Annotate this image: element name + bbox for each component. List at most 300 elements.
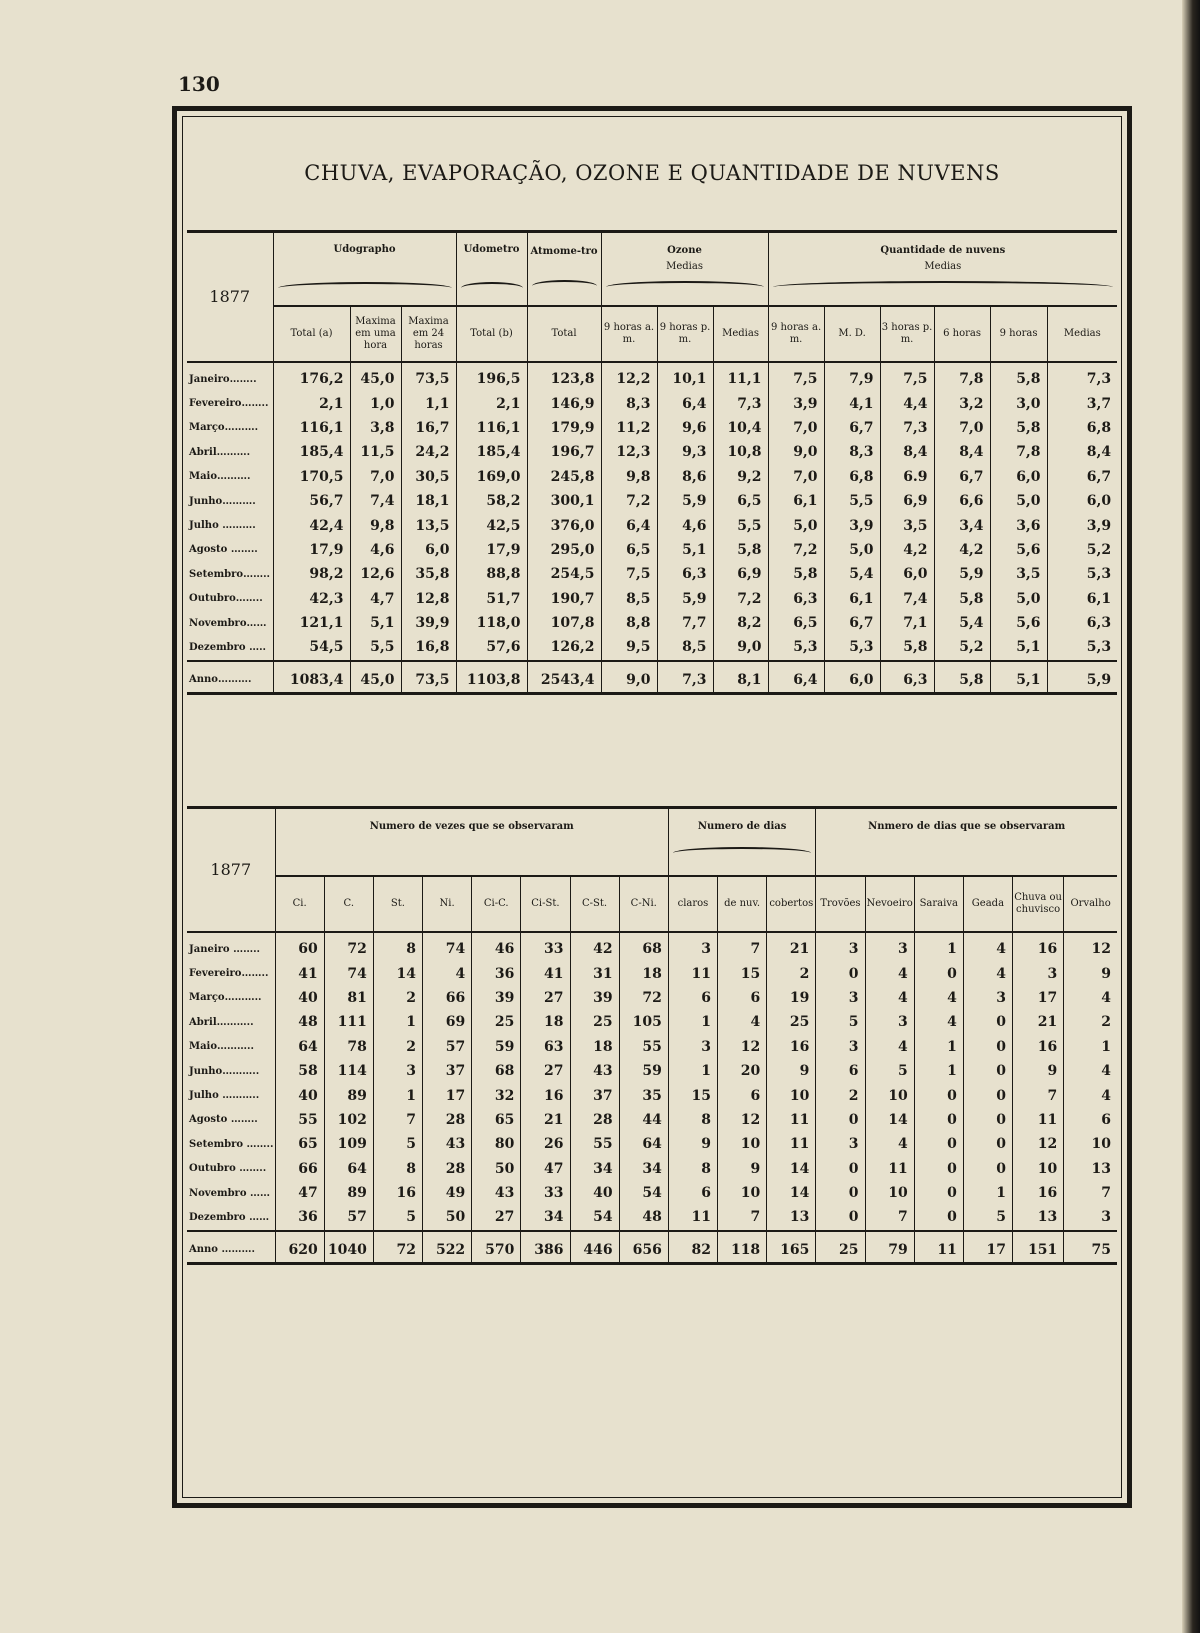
table-cell: 3,9: [824, 513, 880, 537]
table-cell: 79: [865, 1231, 914, 1264]
page-frame: [172, 106, 1132, 1508]
vezes-label: Numero de vezes que se observaram: [369, 821, 574, 832]
table-row: [187, 587, 1117, 611]
table-cell: 6,3: [768, 587, 824, 611]
table1-column-header: Medias: [713, 306, 768, 362]
table-cell: 0: [963, 1108, 1012, 1132]
table-cell: 7: [373, 1108, 422, 1132]
table-cell: 9,0: [601, 661, 657, 694]
table-cell: 6: [668, 1181, 717, 1205]
table-cell: 1,1: [401, 391, 456, 415]
table-cell: 3: [668, 1035, 717, 1059]
table-cell: 7,4: [350, 489, 401, 513]
table-cell: 6,7: [1047, 465, 1117, 489]
table-cell: 14: [865, 1108, 914, 1132]
table-cell: 118,0: [456, 611, 527, 635]
table1-column-header: Total (b): [456, 306, 527, 362]
table-cell: 8,4: [1047, 440, 1117, 464]
table-cell: 14: [767, 1157, 816, 1181]
table-cell: 37: [570, 1083, 619, 1107]
month-label: Janeiro……..: [187, 362, 273, 391]
table-cell: 1,0: [350, 391, 401, 415]
month-label: Outubro ……..: [189, 1163, 267, 1175]
table-cell: 0: [963, 1035, 1012, 1059]
month-label: Julho ………..: [189, 1090, 260, 1102]
table-cell: 6,5: [768, 611, 824, 635]
table-cell: 5,9: [657, 587, 713, 611]
table-row: [187, 1132, 1117, 1156]
table-cell: 36: [275, 1205, 324, 1230]
table-cell: 2,1: [456, 391, 527, 415]
table-cell: 6.9: [880, 465, 934, 489]
table1-column-header: 9 horas a. m.: [768, 306, 824, 362]
table-cell: 146,9: [527, 391, 601, 415]
table-row: [187, 961, 1117, 985]
table-row: [187, 489, 1117, 513]
table-cell: 6,4: [657, 391, 713, 415]
table-cell: 5: [865, 1059, 914, 1083]
table-cell: 7,3: [657, 661, 713, 694]
table-cell: 6,4: [601, 513, 657, 537]
table-cell: 65: [275, 1132, 324, 1156]
table-cell: 48: [275, 1010, 324, 1034]
table-cell: 14: [767, 1181, 816, 1205]
table-cell: 42: [570, 932, 619, 961]
table-row: [187, 635, 1117, 660]
table-cell: 4,2: [880, 538, 934, 562]
table-cell: 5,2: [934, 635, 990, 660]
table-cell: 55: [619, 1035, 668, 1059]
table-cell: 5: [816, 1010, 865, 1034]
table-cell: 7: [1064, 1181, 1117, 1205]
table2-column-header: Saraiva: [914, 876, 963, 932]
table-cell: 3,9: [1047, 513, 1117, 537]
table-cell: 56,7: [273, 489, 350, 513]
table-cell: 64: [275, 1035, 324, 1059]
table-cell: 4: [865, 986, 914, 1010]
atmometro-group-header: [527, 232, 601, 307]
table2-column-header-row: [187, 876, 1117, 932]
table1-column-header: 3 horas p. m.: [880, 306, 934, 362]
table1-column-header: M. D.: [824, 306, 880, 362]
table-cell: 10: [865, 1181, 914, 1205]
table1-column-header: 6 horas: [934, 306, 990, 362]
table-cell: 5,3: [1047, 562, 1117, 586]
table-cell: 26: [521, 1132, 570, 1156]
table-cell: 2: [1064, 1010, 1117, 1034]
table-cell: 34: [521, 1205, 570, 1230]
table-cell: 7: [865, 1205, 914, 1230]
table-cell: 43: [423, 1132, 472, 1156]
rain-ozone-clouds-table: [187, 230, 1117, 695]
table-row: [187, 416, 1117, 440]
table-cell: 7,5: [880, 362, 934, 391]
table1-column-header: Total: [527, 306, 601, 362]
table-cell: 14: [373, 961, 422, 985]
table-cell: 5,3: [1047, 635, 1117, 660]
table-cell: 19: [767, 986, 816, 1010]
table-cell: 12,3: [601, 440, 657, 464]
table-cell: 300,1: [527, 489, 601, 513]
month-label: Março………..: [189, 992, 262, 1004]
table-cell: 570: [472, 1231, 521, 1264]
table-cell: 6,9: [880, 489, 934, 513]
table-cell: 10: [865, 1083, 914, 1107]
table-cell: 109: [324, 1132, 373, 1156]
table-cell: 98,2: [273, 562, 350, 586]
table-cell: 1: [1064, 1035, 1117, 1059]
table-cell: 102: [324, 1108, 373, 1132]
table-cell: 11: [668, 961, 717, 985]
table-cell: 45,0: [350, 661, 401, 694]
dias-brace: [673, 847, 812, 859]
table-cell: 0: [963, 1132, 1012, 1156]
table-cell: 21: [521, 1108, 570, 1132]
table-cell: 111: [324, 1010, 373, 1034]
table-cell: 5: [373, 1132, 422, 1156]
table-cell: 66: [423, 986, 472, 1010]
table-cell: 9: [668, 1132, 717, 1156]
udographo-group-header: [273, 232, 456, 307]
table-cell: 4: [914, 1010, 963, 1034]
table-cell: 57: [423, 1035, 472, 1059]
table-cell: 65: [472, 1108, 521, 1132]
table-cell: 17: [423, 1083, 472, 1107]
table-cell: 12: [718, 1035, 767, 1059]
table-cell: 8,3: [824, 440, 880, 464]
table-cell: 5,9: [1047, 661, 1117, 694]
table-cell: 4: [865, 1132, 914, 1156]
table-cell: 179,9: [527, 416, 601, 440]
table-cell: 5,8: [768, 562, 824, 586]
table-row: [187, 1010, 1117, 1034]
table-cell: 9,0: [768, 440, 824, 464]
table-row: [187, 391, 1117, 415]
table-cell: 5,2: [1047, 538, 1117, 562]
table-cell: 5,8: [934, 661, 990, 694]
table-cell: 295,0: [527, 538, 601, 562]
table-cell: 5,0: [824, 538, 880, 562]
table-cell: 10,1: [657, 362, 713, 391]
table-row: [187, 611, 1117, 635]
table-cell: 6,8: [824, 465, 880, 489]
month-label: Dezembro ……: [189, 1211, 270, 1223]
table1-column-header: 9 horas p. m.: [657, 306, 713, 362]
table-cell: 16: [1013, 1035, 1064, 1059]
table-cell: 39,9: [401, 611, 456, 635]
table-cell: 8,5: [601, 587, 657, 611]
table-cell: 3: [865, 1010, 914, 1034]
table-cell: 2: [373, 986, 422, 1010]
table-cell: 8,4: [880, 440, 934, 464]
table-cell: 6,4: [768, 661, 824, 694]
dias-obs-group-header: [816, 808, 1117, 877]
table-cell: 73,5: [401, 362, 456, 391]
table-cell: 4,4: [880, 391, 934, 415]
table-cell: 1: [373, 1083, 422, 1107]
table-cell: 9,0: [713, 635, 768, 660]
table-cell: 446: [570, 1231, 619, 1264]
table-cell: 6,0: [824, 661, 880, 694]
table-cell: 9,2: [713, 465, 768, 489]
table-cell: 5: [963, 1205, 1012, 1230]
table-cell: 3: [865, 932, 914, 961]
table-cell: 5,4: [934, 611, 990, 635]
table-cell: 9: [767, 1059, 816, 1083]
table-cell: 68: [619, 932, 668, 961]
month-label: Fevereiro……..: [189, 398, 269, 410]
table-cell: 3,5: [990, 562, 1047, 586]
table-cell: 7,8: [990, 440, 1047, 464]
table-cell: 5: [373, 1205, 422, 1230]
table2-column-header: Ci-St.: [521, 876, 570, 932]
table2-column-header: St.: [373, 876, 422, 932]
table-cell: 196,7: [527, 440, 601, 464]
month-label: Março……….: [189, 422, 259, 434]
table-cell: 17,9: [273, 538, 350, 562]
month-label: Abril……….: [189, 446, 251, 458]
table-cell: 6: [668, 986, 717, 1010]
table-cell: 40: [570, 1181, 619, 1205]
table-cell: 6,6: [934, 489, 990, 513]
table-cell: 118: [718, 1231, 767, 1264]
table-cell: 8: [668, 1157, 717, 1181]
table-cell: 11: [668, 1205, 717, 1230]
month-label: Maio……….: [189, 471, 251, 483]
table-row: [187, 562, 1117, 586]
table-cell: 5,3: [824, 635, 880, 660]
month-label: Janeiro ……..: [187, 932, 275, 961]
anno-total-row: [187, 932, 1117, 961]
table-cell: 3: [668, 932, 717, 961]
table-cell: 0: [816, 1205, 865, 1230]
table1-column-header: Medias: [1047, 306, 1117, 362]
table-cell: 72: [373, 1231, 422, 1264]
table-cell: 28: [570, 1108, 619, 1132]
table-cell: 7: [718, 932, 767, 961]
nuvens-group-header: [768, 232, 1117, 307]
table-cell: 18,1: [401, 489, 456, 513]
table2-year-header: 1877: [210, 860, 252, 879]
table-cell: 10: [767, 1083, 816, 1107]
table-cell: 1: [668, 1059, 717, 1083]
table-cell: 5,8: [990, 416, 1047, 440]
table-cell: 3: [963, 986, 1012, 1010]
dias-obs-label: Nnmero de dias que se observaram: [868, 821, 1066, 832]
anno-total-row: [187, 362, 1117, 391]
table-row: [187, 1181, 1117, 1205]
table-cell: 5,5: [824, 489, 880, 513]
table-cell: 12,8: [401, 587, 456, 611]
table-cell: 68: [472, 1059, 521, 1083]
table-cell: 7,1: [880, 611, 934, 635]
table-cell: 80: [472, 1132, 521, 1156]
table2-column-header: de nuv.: [718, 876, 767, 932]
table-cell: 123,8: [527, 362, 601, 391]
month-label: Agosto ……..: [189, 1114, 258, 1126]
table-cell: 0: [963, 1059, 1012, 1083]
table-cell: 11,1: [713, 362, 768, 391]
table-cell: 43: [570, 1059, 619, 1083]
table-cell: 16,8: [401, 635, 456, 660]
table-row: [187, 1108, 1117, 1132]
table-cell: 88,8: [456, 562, 527, 586]
table-cell: 0: [963, 1157, 1012, 1181]
table-cell: 17: [1013, 986, 1064, 1010]
table-cell: 0: [963, 1010, 1012, 1034]
table-cell: 6,7: [934, 465, 990, 489]
table-cell: 3,5: [880, 513, 934, 537]
table-cell: 116,1: [273, 416, 350, 440]
table-cell: 9,8: [350, 513, 401, 537]
table-cell: 11,2: [601, 416, 657, 440]
table-cell: 2: [373, 1035, 422, 1059]
table-cell: 17,9: [456, 538, 527, 562]
table-cell: 7,3: [1047, 362, 1117, 391]
table-cell: 8,1: [713, 661, 768, 694]
table-cell: 185,4: [273, 440, 350, 464]
table-cell: 13: [1013, 1205, 1064, 1230]
table-cell: 11,5: [350, 440, 401, 464]
table-cell: 6,5: [713, 489, 768, 513]
table-cell: 6,3: [1047, 611, 1117, 635]
table-cell: 4,2: [934, 538, 990, 562]
table-cell: 7: [718, 1205, 767, 1230]
month-label: Anno ……….: [187, 1231, 275, 1264]
table-cell: 185,4: [456, 440, 527, 464]
page-number: 130: [178, 72, 220, 96]
table-cell: 50: [423, 1205, 472, 1230]
udometro-group-header: [456, 232, 527, 307]
table2-column-header: C-St.: [570, 876, 619, 932]
month-label: Anno……….: [187, 661, 273, 694]
table-cell: 1: [914, 1059, 963, 1083]
table-cell: 10: [1013, 1157, 1064, 1181]
table-cell: 114: [324, 1059, 373, 1083]
table-cell: 58,2: [456, 489, 527, 513]
table-cell: 8: [373, 1157, 422, 1181]
table2-column-header: Chuva ou chuvisco: [1013, 876, 1064, 932]
table-row: [187, 1157, 1117, 1181]
table-cell: 5,5: [350, 635, 401, 660]
table-row: [187, 513, 1117, 537]
table-cell: 30,5: [401, 465, 456, 489]
table-cell: 18: [570, 1035, 619, 1059]
table-cell: 2543,4: [527, 661, 601, 694]
table-cell: 6,0: [880, 562, 934, 586]
table-cell: 9,3: [657, 440, 713, 464]
table-cell: 0: [914, 1157, 963, 1181]
ozone-label: Ozone: [667, 245, 702, 256]
table-row: [187, 1035, 1117, 1059]
table1-column-header-row: [187, 306, 1117, 362]
table-cell: 7,2: [601, 489, 657, 513]
table-cell: 5,9: [657, 489, 713, 513]
table-cell: 81: [324, 986, 373, 1010]
table-cell: 6,1: [824, 587, 880, 611]
table-cell: 7,0: [350, 465, 401, 489]
table-cell: 3,6: [990, 513, 1047, 537]
table-cell: 1: [668, 1010, 717, 1034]
table-cell: 42,4: [273, 513, 350, 537]
table-cell: 6,7: [824, 416, 880, 440]
table-cell: 8: [373, 932, 422, 961]
table-cell: 121,1: [273, 611, 350, 635]
ozone-brace: [606, 281, 764, 293]
table-cell: 5,0: [990, 587, 1047, 611]
table-cell: 11: [914, 1231, 963, 1264]
vezes-group-header: [275, 808, 668, 877]
table-cell: 8,8: [601, 611, 657, 635]
table-cell: 4: [1064, 1059, 1117, 1083]
table-cell: 5,1: [990, 661, 1047, 694]
table-cell: 41: [521, 961, 570, 985]
table-cell: 176,2: [273, 362, 350, 391]
table-cell: 6,9: [713, 562, 768, 586]
table-cell: 3: [816, 1035, 865, 1059]
table-cell: 20: [718, 1059, 767, 1083]
table-cell: 10: [718, 1181, 767, 1205]
table2-column-header: Geada: [963, 876, 1012, 932]
table-cell: 72: [619, 986, 668, 1010]
table-cell: 5,4: [824, 562, 880, 586]
table-cell: 2: [767, 961, 816, 985]
table-cell: 7,8: [934, 362, 990, 391]
table-cell: 33: [521, 1181, 570, 1205]
table-row: [187, 1059, 1117, 1083]
table-cell: 0: [816, 961, 865, 985]
table-cell: 0: [914, 1083, 963, 1107]
atmometro-label: Atmome-tro: [530, 246, 598, 257]
table-cell: 63: [521, 1035, 570, 1059]
table-cell: 39: [472, 986, 521, 1010]
table-cell: 6,5: [601, 538, 657, 562]
table-cell: 169,0: [456, 465, 527, 489]
table-cell: 4: [423, 961, 472, 985]
table-cell: 3,0: [990, 391, 1047, 415]
table-cell: 66: [275, 1157, 324, 1181]
table2-column-header: Orvalho: [1064, 876, 1117, 932]
table1-column-header: Maxima em 24 horas: [401, 306, 456, 362]
table-cell: 55: [275, 1108, 324, 1132]
table-cell: 5,3: [768, 635, 824, 660]
table-cell: 89: [324, 1181, 373, 1205]
table-cell: 151: [1013, 1231, 1064, 1264]
table-cell: 60: [275, 932, 324, 961]
table-cell: 8,3: [601, 391, 657, 415]
table-cell: 245,8: [527, 465, 601, 489]
nuvens-medias-label: Medias: [924, 261, 962, 272]
month-label: Outubro……..: [189, 593, 263, 605]
table-cell: 116,1: [456, 416, 527, 440]
table-cell: 1: [914, 1035, 963, 1059]
book-spine-edge: [1182, 0, 1200, 1633]
table-cell: 15: [668, 1083, 717, 1107]
month-label: Dezembro …..: [189, 641, 267, 653]
table-cell: 25: [472, 1010, 521, 1034]
table-cell: 6,1: [1047, 587, 1117, 611]
table-cell: 59: [472, 1035, 521, 1059]
table1-column-header: Total (a): [273, 306, 350, 362]
anno-total-row: [187, 1231, 1117, 1264]
table-cell: 8,6: [657, 465, 713, 489]
table-cell: 12,2: [601, 362, 657, 391]
table-cell: 0: [816, 1108, 865, 1132]
table-cell: 11: [1013, 1108, 1064, 1132]
table-row: [187, 1083, 1117, 1107]
table-cell: 69: [423, 1010, 472, 1034]
table-cell: 5,8: [934, 587, 990, 611]
